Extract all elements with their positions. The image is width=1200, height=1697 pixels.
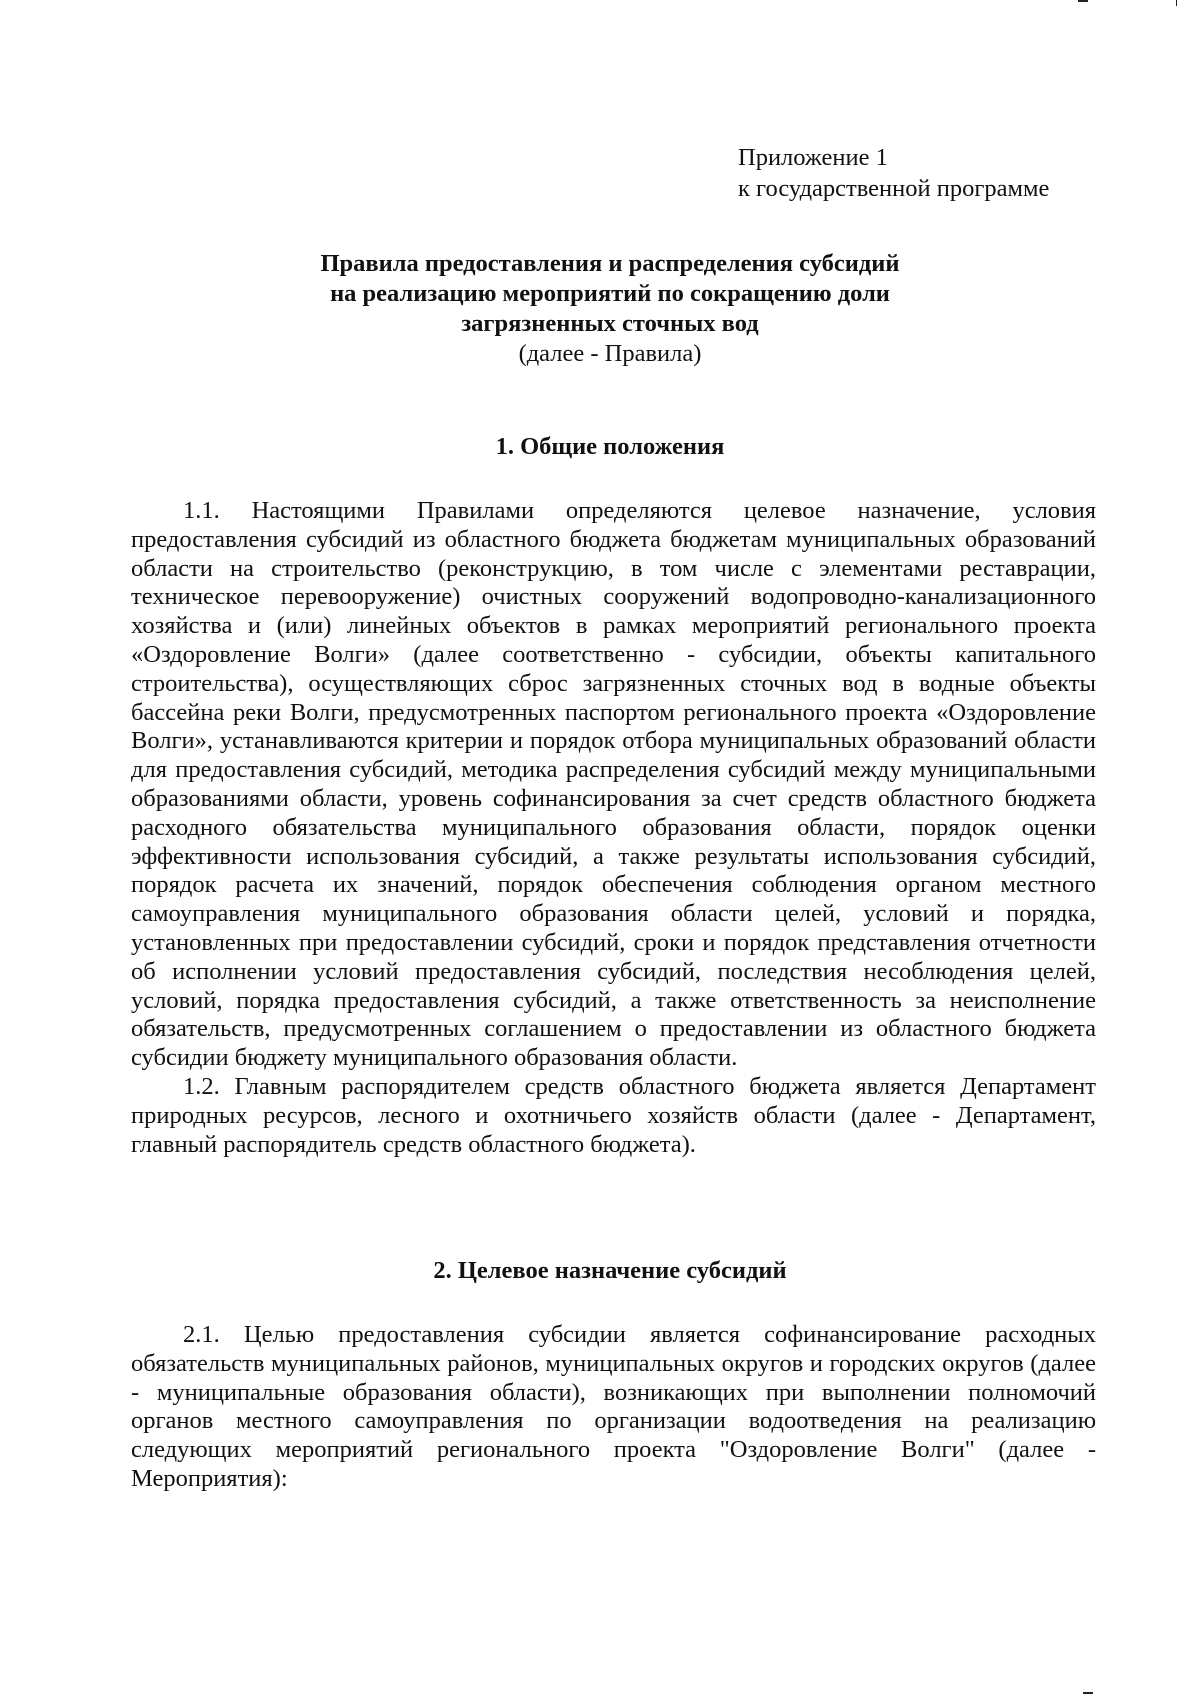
scan-mark-top-right (1176, 0, 1177, 6)
scan-mark-bottom (1083, 1692, 1093, 1694)
appendix-number: Приложение 1 (738, 144, 888, 171)
title-line-3: загрязненных сточных вод (461, 310, 759, 337)
title-line-2: на реализацию мероприятий по сокращению доли (330, 280, 890, 307)
section-2-body (131, 1321, 1096, 1494)
paragraph-2-1: 2.1. Целью предоставления субсидии является софинансирование расходных обязательств муниципальных районов, муниципальных округов и городских округов (далее - муниципальные образования области), возникающих при выполнении полномочий органов местного самоуправления по организации водоотведения на реализацию следующих мероприятий регионального проекта "Оздоровление Волги" (далее - Мероприятия): (131, 1321, 1096, 1492)
paragraph-1-2: 1.2. Главным распорядителем средств областного бюджета является Департамент природных ресурсов, лесного и охотничьего хозяйств области (далее - Департамент, главный распорядитель средств областного бюджета). (131, 1072, 1096, 1158)
appendix-note (738, 142, 1049, 204)
appendix-reference: к государственной программе (738, 175, 1050, 202)
section-1-heading: 1. Общие положения (495, 433, 725, 460)
paragraph-1-1: 1.1. Настоящими Правилами определяются целевое назначение, условия предоставления субсидий из областного бюджета бюджетам муниципальных образований области на строительство (реконструкцию, в том числе с элементами реставрации, техническое перевооружение) очистных сооружений водопроводно-канализационного хозяйства и (или) линейных объектов в рамках мероприятий регионального проекта «Оздоровление Волги» (далее соответственно - субсидии, объекты капитального строительства), осуществляющих сброс загрязненных сточных вод в водные объекты бассейна реки Волги, предусмотренных паспортом регионального проекта «Оздоровление Волги», устанавливаются критерии и порядок отбора муниципальных образований области для предоставления субсидий, методика распределения субсидий между муниципальными образованиями области, уровень софинансирования за счет средств областного бюджета расходного обязательства муниципального образования области, порядок оценки эффективности использования субсидий, а также результаты использования субсидий, порядок расчета их значений, порядок обеспечения соблюдения органом местного самоуправления муниципального образования области целей, условий и порядка, установленных при предоставлении субсидий, сроки и порядок представления отчетности об исполнении условий предоставления субсидий, последствия несоблюдения целей, условий, порядка предоставления субсидий, а также ответственность за неисполнение обязательств, предусмотренных соглашением о предоставлении из областного бюджета субсидии бюджету муниципального образования области. (131, 497, 1096, 1072)
document-title (130, 249, 1090, 369)
title-line-1: Правила предоставления и распределения субсидий (320, 250, 900, 277)
scan-mark-top (1078, 0, 1088, 2)
section-2-heading: 2. Целевое назначение субсидий (433, 1257, 787, 1284)
section-1-body (131, 497, 1096, 1159)
title-abbreviation: (далее - Правила) (518, 340, 702, 367)
